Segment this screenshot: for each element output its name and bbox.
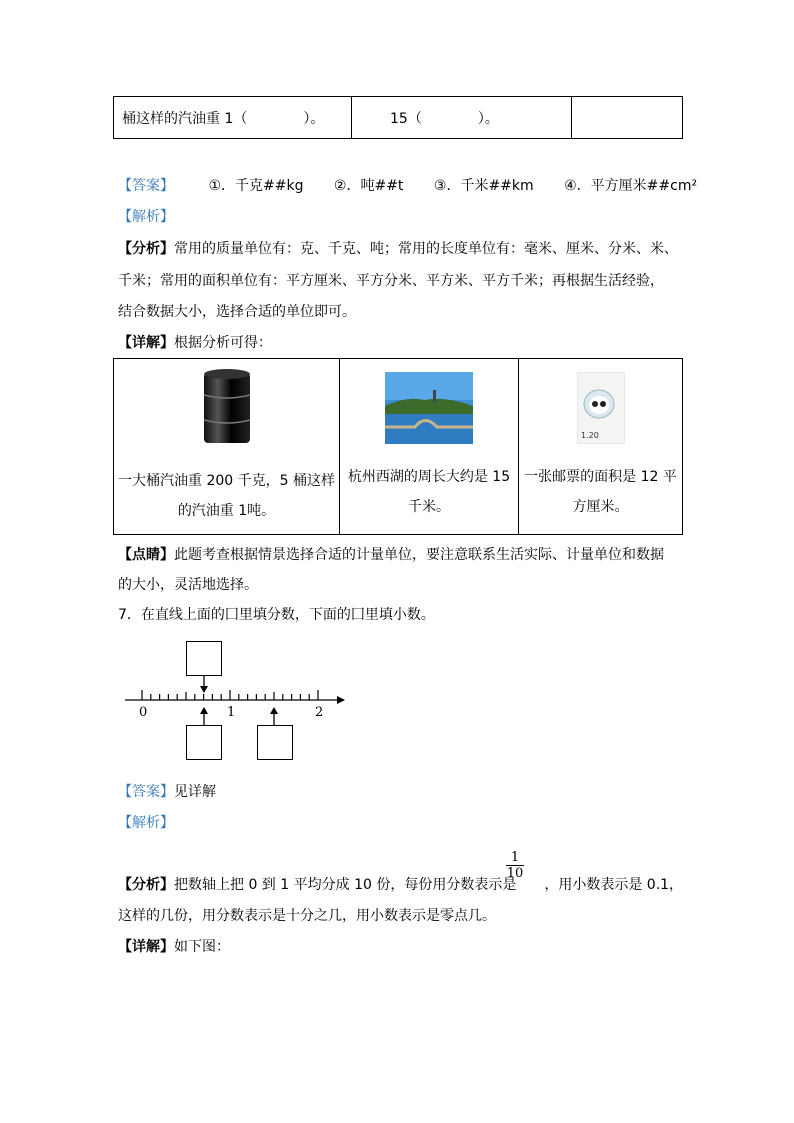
axis-label: 0 [139, 705, 148, 720]
text-line: 千米；常用的面积单位有：平方厘米、平方分米、平方米、平方千米；再根据生活经验， [118, 273, 664, 289]
fraction-numerator: 1 [510, 850, 520, 865]
table-cell [340, 359, 519, 535]
axis-label: 1 [227, 705, 236, 720]
comment-text [118, 546, 664, 564]
top-table [113, 96, 683, 139]
answer-tag: 【答案】 [118, 178, 174, 194]
table-cell [572, 97, 683, 139]
fraction-answer-box[interactable] [186, 641, 222, 676]
answer-item: ③．千米##km [433, 178, 534, 194]
text-line: 的大小，灵活地选择。 [118, 577, 258, 593]
analysis-text [118, 240, 678, 258]
stamp-image [577, 372, 625, 444]
cell-text: 一张邮票的面积是 12 平 [524, 468, 677, 485]
detail-text [118, 938, 230, 956]
detail-tag: 【详解】 [118, 939, 174, 955]
image-table [113, 358, 683, 535]
detail-text [118, 334, 272, 352]
arrow-up-icon [270, 707, 278, 714]
fraction-denominator: 10 [506, 866, 524, 881]
analysis-tag: 【解析】 [118, 815, 174, 831]
cell-text: 杭州西湖的周长大约是 15 [347, 468, 511, 485]
answer-text: 见详解 [174, 784, 216, 800]
arrow-up-icon [200, 707, 208, 714]
text-line: 这样的几份，用分数表示是十分之几，用小数表示是零点几。 [118, 908, 496, 924]
decimal-answer-box[interactable] [257, 725, 293, 760]
table-cell: 15（ ）。 [352, 97, 572, 139]
table-cell: 桶这样的汽油重 1（ ）。 [114, 97, 352, 139]
answer-item: ④．平方厘米##cm² [564, 178, 698, 194]
svg-text:1.20: 1.20 [580, 430, 599, 440]
question-7: 7．在直线上面的囗里填分数，下面的囗里填小数。 [118, 607, 435, 623]
answer-item: ②．吨##t [333, 178, 404, 194]
text-line: ，用小数表示是 0.1， [544, 877, 684, 893]
axis-arrow-icon [337, 696, 345, 704]
detail-tag: 【详解】 [118, 335, 174, 351]
text-line: 根据分析可得： [174, 335, 272, 351]
answer-item: ①．千克##kg [208, 178, 304, 194]
cell-text: 千米。 [408, 498, 450, 515]
oil-barrel-image [202, 368, 252, 448]
text-line: 常用的质量单位有：克、千克、吨；常用的长度单位有：毫米、厘米、分米、米、 [174, 241, 678, 257]
cell-text: 一大桶汽油重 200 千克，5 桶这样 [118, 472, 335, 489]
number-line [0, 630, 794, 770]
text-line: 如下图： [174, 939, 230, 955]
answer-line [118, 177, 697, 195]
answer-line [118, 783, 216, 801]
cell-text: 的汽油重 1吨。 [177, 502, 276, 519]
arrow-down-icon [200, 686, 208, 693]
axis-label: 2 [315, 705, 324, 720]
answer-tag: 【答案】 [118, 784, 174, 800]
analysis-tag: 【解析】 [118, 209, 174, 225]
analysis-text [118, 876, 683, 894]
fenxi-tag: 【分析】 [118, 241, 174, 257]
comment-tag: 【点睛】 [118, 547, 174, 563]
west-lake-image [385, 372, 473, 444]
text-line: 把数轴上把 0 到 1 平均分成 10 份，每份用分数表示是 [174, 877, 517, 893]
cell-text: 方厘米。 [572, 498, 629, 515]
fenxi-tag: 【分析】 [118, 877, 174, 893]
text-line: 此题考查根据情景选择合适的计量单位，要注意联系生活实际、计量单位和数据 [174, 547, 664, 563]
decimal-answer-box[interactable] [186, 725, 222, 760]
table-cell [114, 359, 340, 535]
table-cell [519, 359, 683, 535]
text-line: 结合数据大小，选择合适的单位即可。 [118, 304, 356, 320]
